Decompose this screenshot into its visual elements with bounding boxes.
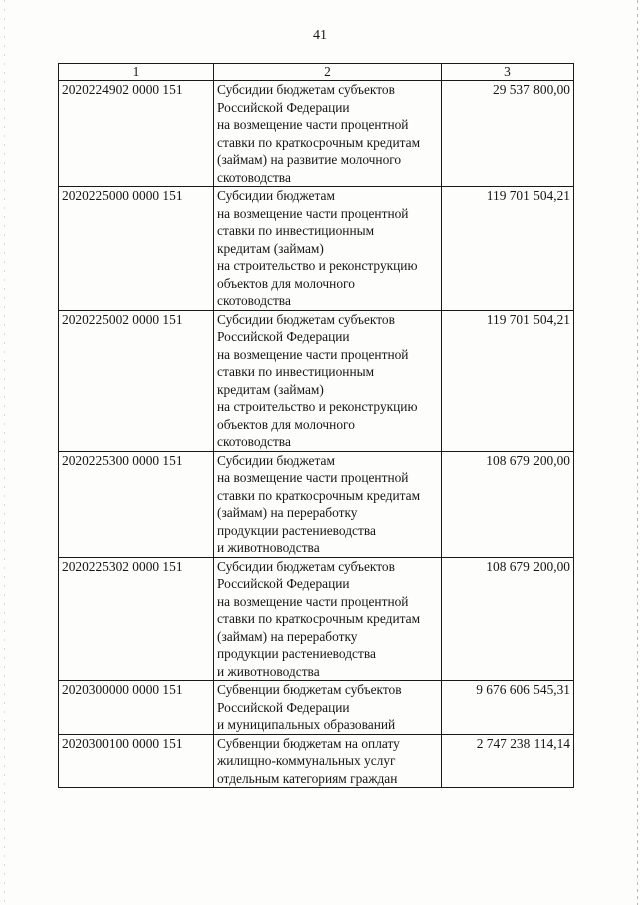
table-header-row (59, 64, 574, 81)
table-row (59, 451, 574, 557)
description-cell: Субвенции бюджетам на оплату жилищно-коммунальных услуг отдельным категориям граждан (214, 734, 442, 788)
scan-edge-right (637, 0, 638, 905)
table-row (59, 734, 574, 788)
description-cell: Субсидии бюджетам на возмещение части процентной ставки по инвестиционным кредитам (займам) на строительство и реконструкцию объектов для молочного скотоводства (214, 187, 442, 311)
budget-code-cell: 2020224902 0000 151 (59, 81, 214, 187)
amount-cell: 108 679 200,00 (442, 451, 574, 557)
description-cell: Субсидии бюджетам субъектов Российской Федерации на возмещение части процентной ставки по краткосрочным кредитам (займам) на переработку продукции растениеводства и животноводства (214, 557, 442, 681)
description-cell: Субсидии бюджетам субъектов Российской Федерации на возмещение части процентной ставки по инвестиционным кредитам (займам) на строительство и реконструкцию объектов для молочного скотоводства (214, 310, 442, 451)
table-row (59, 557, 574, 681)
page-number: 41 (313, 28, 327, 43)
column-header-1: 1 (59, 64, 214, 81)
amount-cell: 2 747 238 114,14 (442, 734, 574, 788)
amount-cell: 29 537 800,00 (442, 81, 574, 187)
description-cell: Субсидии бюджетам на возмещение части процентной ставки по краткосрочным кредитам (займам) на переработку продукции растениеводства и животноводства (214, 451, 442, 557)
budget-table (58, 63, 574, 788)
column-header-2: 2 (214, 64, 442, 81)
budget-code-cell: 2020300000 0000 151 (59, 681, 214, 735)
scan-edge-left (4, 0, 5, 905)
budget-code-cell: 2020300100 0000 151 (59, 734, 214, 788)
amount-cell: 9 676 606 545,31 (442, 681, 574, 735)
column-header-3: 3 (442, 64, 574, 81)
table-row (59, 681, 574, 735)
amount-cell: 108 679 200,00 (442, 557, 574, 681)
table-row (59, 310, 574, 451)
budget-code-cell: 2020225302 0000 151 (59, 557, 214, 681)
budget-code-cell: 2020225000 0000 151 (59, 187, 214, 311)
description-cell: Субвенции бюджетам субъектов Российской Федерации и муниципальных образований (214, 681, 442, 735)
description-cell: Субсидии бюджетам субъектов Российской Федерации на возмещение части процентной ставки по краткосрочным кредитам (займам) на развитие молочного скотоводства (214, 81, 442, 187)
amount-cell: 119 701 504,21 (442, 310, 574, 451)
budget-code-cell: 2020225300 0000 151 (59, 451, 214, 557)
table-row (59, 187, 574, 311)
table-row (59, 81, 574, 187)
amount-cell: 119 701 504,21 (442, 187, 574, 311)
budget-code-cell: 2020225002 0000 151 (59, 310, 214, 451)
